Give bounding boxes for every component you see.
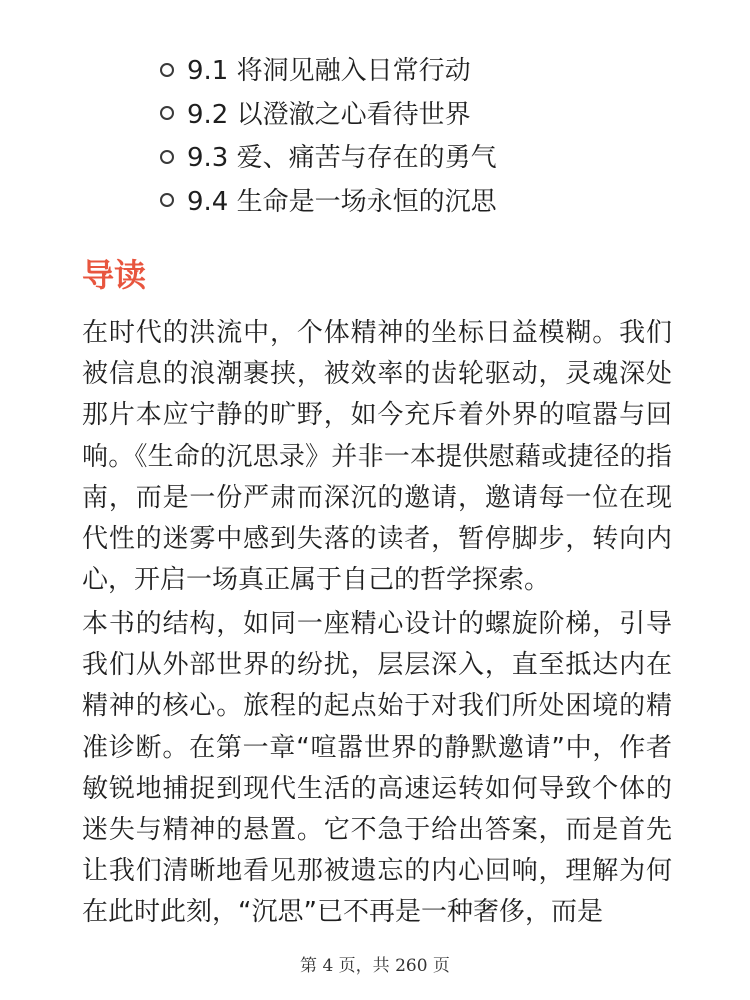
toc-item-9-1[interactable]: [160, 50, 497, 94]
toc-item-label: 9.2 以澄澈之心看待世界: [187, 99, 471, 130]
toc-item-label: 9.1 将洞见融入日常行动: [187, 56, 471, 86]
section-heading: 导读: [82, 256, 147, 294]
body-paragraph-2: 本书的结构，如同一座精心设计的螺旋阶梯，引导我们从外部世界的纷扰，层层深入，直至抵达内在精神的核心。旅程的起点始于对我们所处困境的精准诊断。在第一章“喧嚣世界的静默邀请”中，作者敏锐地捕捉到现代生活的高速运转如何导致个体的迷失与精神的悬置。它不急于给出答案，而是首先让我们清晰地看见那被遗忘的内心回响，理解为何在此时此刻，“沉思”已不再是一种奢侈，而是: [82, 609, 672, 928]
body-paragraph-1: 在时代的洪流中，个体精神的坐标日益模糊。我们被信息的浪潮裹挟，被效率的齿轮驱动，灵魂深处那片本应宁静的旷野，如今充斥着外界的喧嚣与回响。《生命的沉思录》并非一本提供慰藉或捷径的指南，而是一份严肃而深沉的邀请，邀请每一位在现代性的迷雾中感到失落的读者，暂停脚步，转向内心，开启一场真正属于自己的哲学探索。: [82, 318, 672, 596]
toc-item-label: 9.3 爱、痛苦与存在的勇气: [187, 143, 497, 173]
hollow-circle-bullet-icon: [160, 193, 174, 207]
toc-item-label: 9.4 生命是一场永恒的沉思: [187, 186, 497, 217]
toc-item-9-4[interactable]: [160, 181, 497, 225]
hollow-circle-bullet-icon: [160, 63, 174, 77]
hollow-circle-bullet-icon: [160, 150, 174, 164]
hollow-circle-bullet-icon: [160, 106, 174, 120]
toc-item-9-3[interactable]: [160, 137, 497, 181]
page-number-footer: 第 4 页，共 260 页: [300, 956, 450, 976]
toc-item-9-2[interactable]: [160, 94, 497, 138]
table-of-contents-list: [160, 50, 497, 224]
